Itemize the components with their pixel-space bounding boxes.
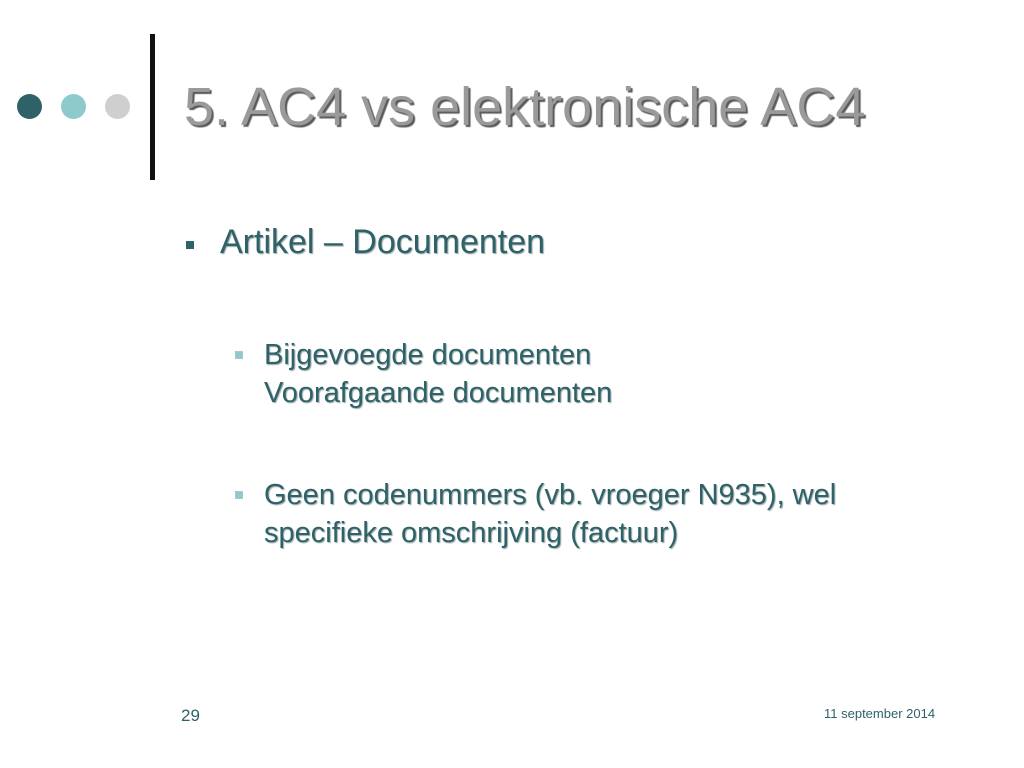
bullet-line: Bijgevoegde documenten bbox=[264, 339, 592, 371]
square-bullet-icon bbox=[186, 241, 194, 249]
bullet-level2-item bbox=[264, 336, 612, 412]
slide-title: 5. AC4 vs elektronische AC4 bbox=[184, 77, 866, 137]
dark-teal-dot-icon bbox=[17, 94, 42, 119]
slide-date: 11 september 2014 bbox=[824, 706, 936, 721]
bullet-line: specifieke omschrijving (factuur) bbox=[264, 517, 679, 549]
bullet-level2-item bbox=[264, 476, 836, 552]
gray-dot-icon bbox=[105, 94, 130, 119]
title-divider bbox=[150, 34, 155, 180]
small-square-bullet-icon bbox=[235, 351, 243, 359]
bullet-line: Geen codenummers (vb. vroeger N935), wel bbox=[264, 479, 837, 511]
bullet-line: Voorafgaande documenten bbox=[264, 377, 613, 409]
light-teal-dot-icon bbox=[61, 94, 86, 119]
page-number: 29 bbox=[181, 706, 200, 725]
bullet-level1-text: Artikel – Documenten bbox=[220, 223, 546, 261]
small-square-bullet-icon bbox=[235, 491, 243, 499]
